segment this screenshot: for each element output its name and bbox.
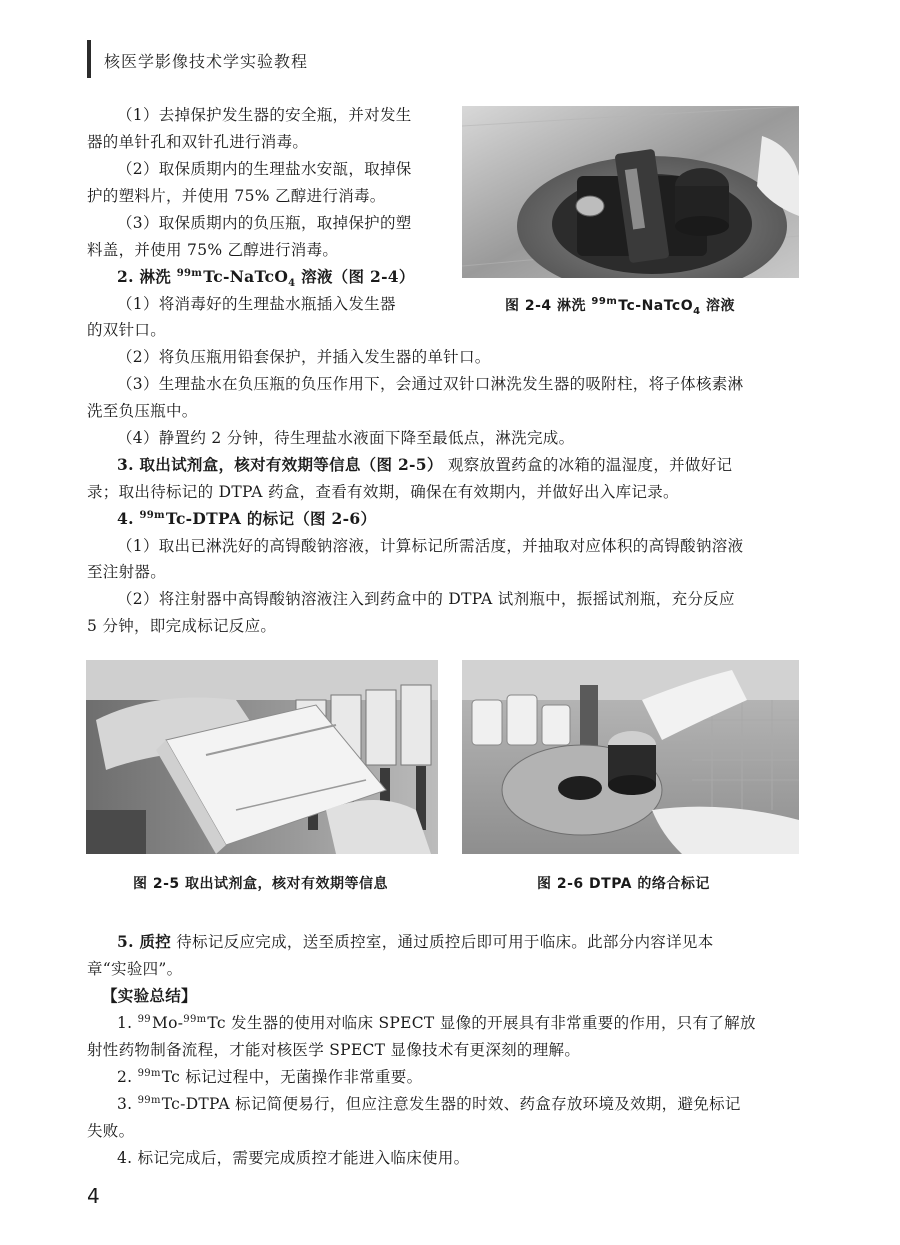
page-number: 4	[87, 1184, 100, 1208]
body-line: （1）去掉保护发生器的安全瓶，并对发生	[117, 106, 412, 124]
body-line: （2）将注射器中高锝酸钠溶液注入到药盒中的 DTPA 试剂瓶中，振摇试剂瓶，充分反应	[117, 590, 735, 608]
header-rule	[87, 40, 91, 78]
section-4-heading: 4. $^{99m}$Tc-DTPA 的标记（图 2-6）	[117, 509, 377, 528]
figure-2-5-photo	[86, 660, 438, 854]
body-line: 至注射器。	[87, 563, 167, 581]
figure-2-4-photo	[462, 106, 799, 278]
body-line: 5 分钟，即完成标记反应。	[87, 617, 277, 635]
figure-2-4-caption: 图 2-4 淋洗 $^{99m}$Tc-NaTcO$_4$ 溶液	[505, 296, 735, 317]
section-2-heading: 2. 淋洗 $^{99m}$Tc-NaTcO$_4$ 溶液（图 2-4）	[117, 267, 415, 290]
figure-2-5-caption: 图 2-5 取出试剂盒，核对有效期等信息	[133, 876, 389, 892]
summary-item-3: 3. $^{99m}$Tc-DTPA 标记简便易行，但应注意发生器的时效、药盒存放环境及效期，避免标记	[117, 1095, 741, 1113]
figure-2-6-photo	[462, 660, 799, 854]
body-line: 料盖，并使用 75% 乙醇进行消毒。	[87, 241, 339, 259]
body-line: 录；取出待标记的 DTPA 药盒，查看有效期，确保在有效期内，并做好出入库记录。	[87, 483, 679, 501]
body-line: 射性药物制备流程，才能对核医学 SPECT 显像技术有更深刻的理解。	[87, 1041, 581, 1059]
body-line: 洗至负压瓶中。	[87, 402, 198, 420]
section-5-line: 5. 质控 待标记反应完成，送至质控室，通过质控后即可用于临床。此部分内容详见本	[117, 932, 714, 951]
body-line: （2）将负压瓶用铅套保护，并插入发生器的单针口。	[117, 348, 491, 366]
body-line: 护的塑料片，并使用 75% 乙醇进行消毒。	[87, 187, 386, 205]
running-title: 核医学影像技术学实验教程	[104, 52, 309, 71]
figure-2-6-caption: 图 2-6 DTPA 的络合标记	[537, 876, 710, 892]
body-line: （1）取出已淋洗好的高锝酸钠溶液，计算标记所需活度，并抽取对应体积的高锝酸钠溶液	[117, 537, 744, 555]
body-line: 的双针口。	[87, 321, 167, 339]
section-3-heading: 3. 取出试剂盒，核对有效期等信息（图 2-5）	[117, 455, 443, 474]
body-line: （3）取保质期内的负压瓶，取掉保护的塑	[117, 214, 412, 232]
body-line: （3）生理盐水在负压瓶的负压作用下，会通过双针口淋洗发生器的吸附柱，将子体核素淋	[117, 375, 744, 393]
body-line: （1）将消毒好的生理盐水瓶插入发生器	[117, 295, 396, 313]
section-5-heading: 5. 质控	[117, 932, 172, 951]
body-line: 器的单针孔和双针孔进行消毒。	[87, 133, 309, 151]
summary-item-4: 4. 标记完成后，需要完成质控才能进入临床使用。	[117, 1149, 470, 1167]
section-3-line: 3. 取出试剂盒，核对有效期等信息（图 2-5） 观察放置药盒的冰箱的温湿度，并做好记	[117, 455, 733, 474]
summary-item-2: 2. $^{99m}$Tc 标记过程中，无菌操作非常重要。	[117, 1068, 423, 1086]
body-line: （4）静置约 2 分钟，待生理盐水液面下降至最低点，淋洗完成。	[117, 429, 575, 447]
body-line: 章“实验四”。	[87, 960, 183, 978]
summary-heading: 【实验总结】	[102, 987, 197, 1005]
body-line: （2）取保质期内的生理盐水安瓿，取掉保	[117, 160, 412, 178]
summary-item-1: 1. $^{99}$Mo-$^{99m}$Tc 发生器的使用对临床 SPECT 显像的开展具有非常重要的作用，只有了解放	[117, 1014, 756, 1032]
body-line: 失败。	[87, 1122, 135, 1140]
